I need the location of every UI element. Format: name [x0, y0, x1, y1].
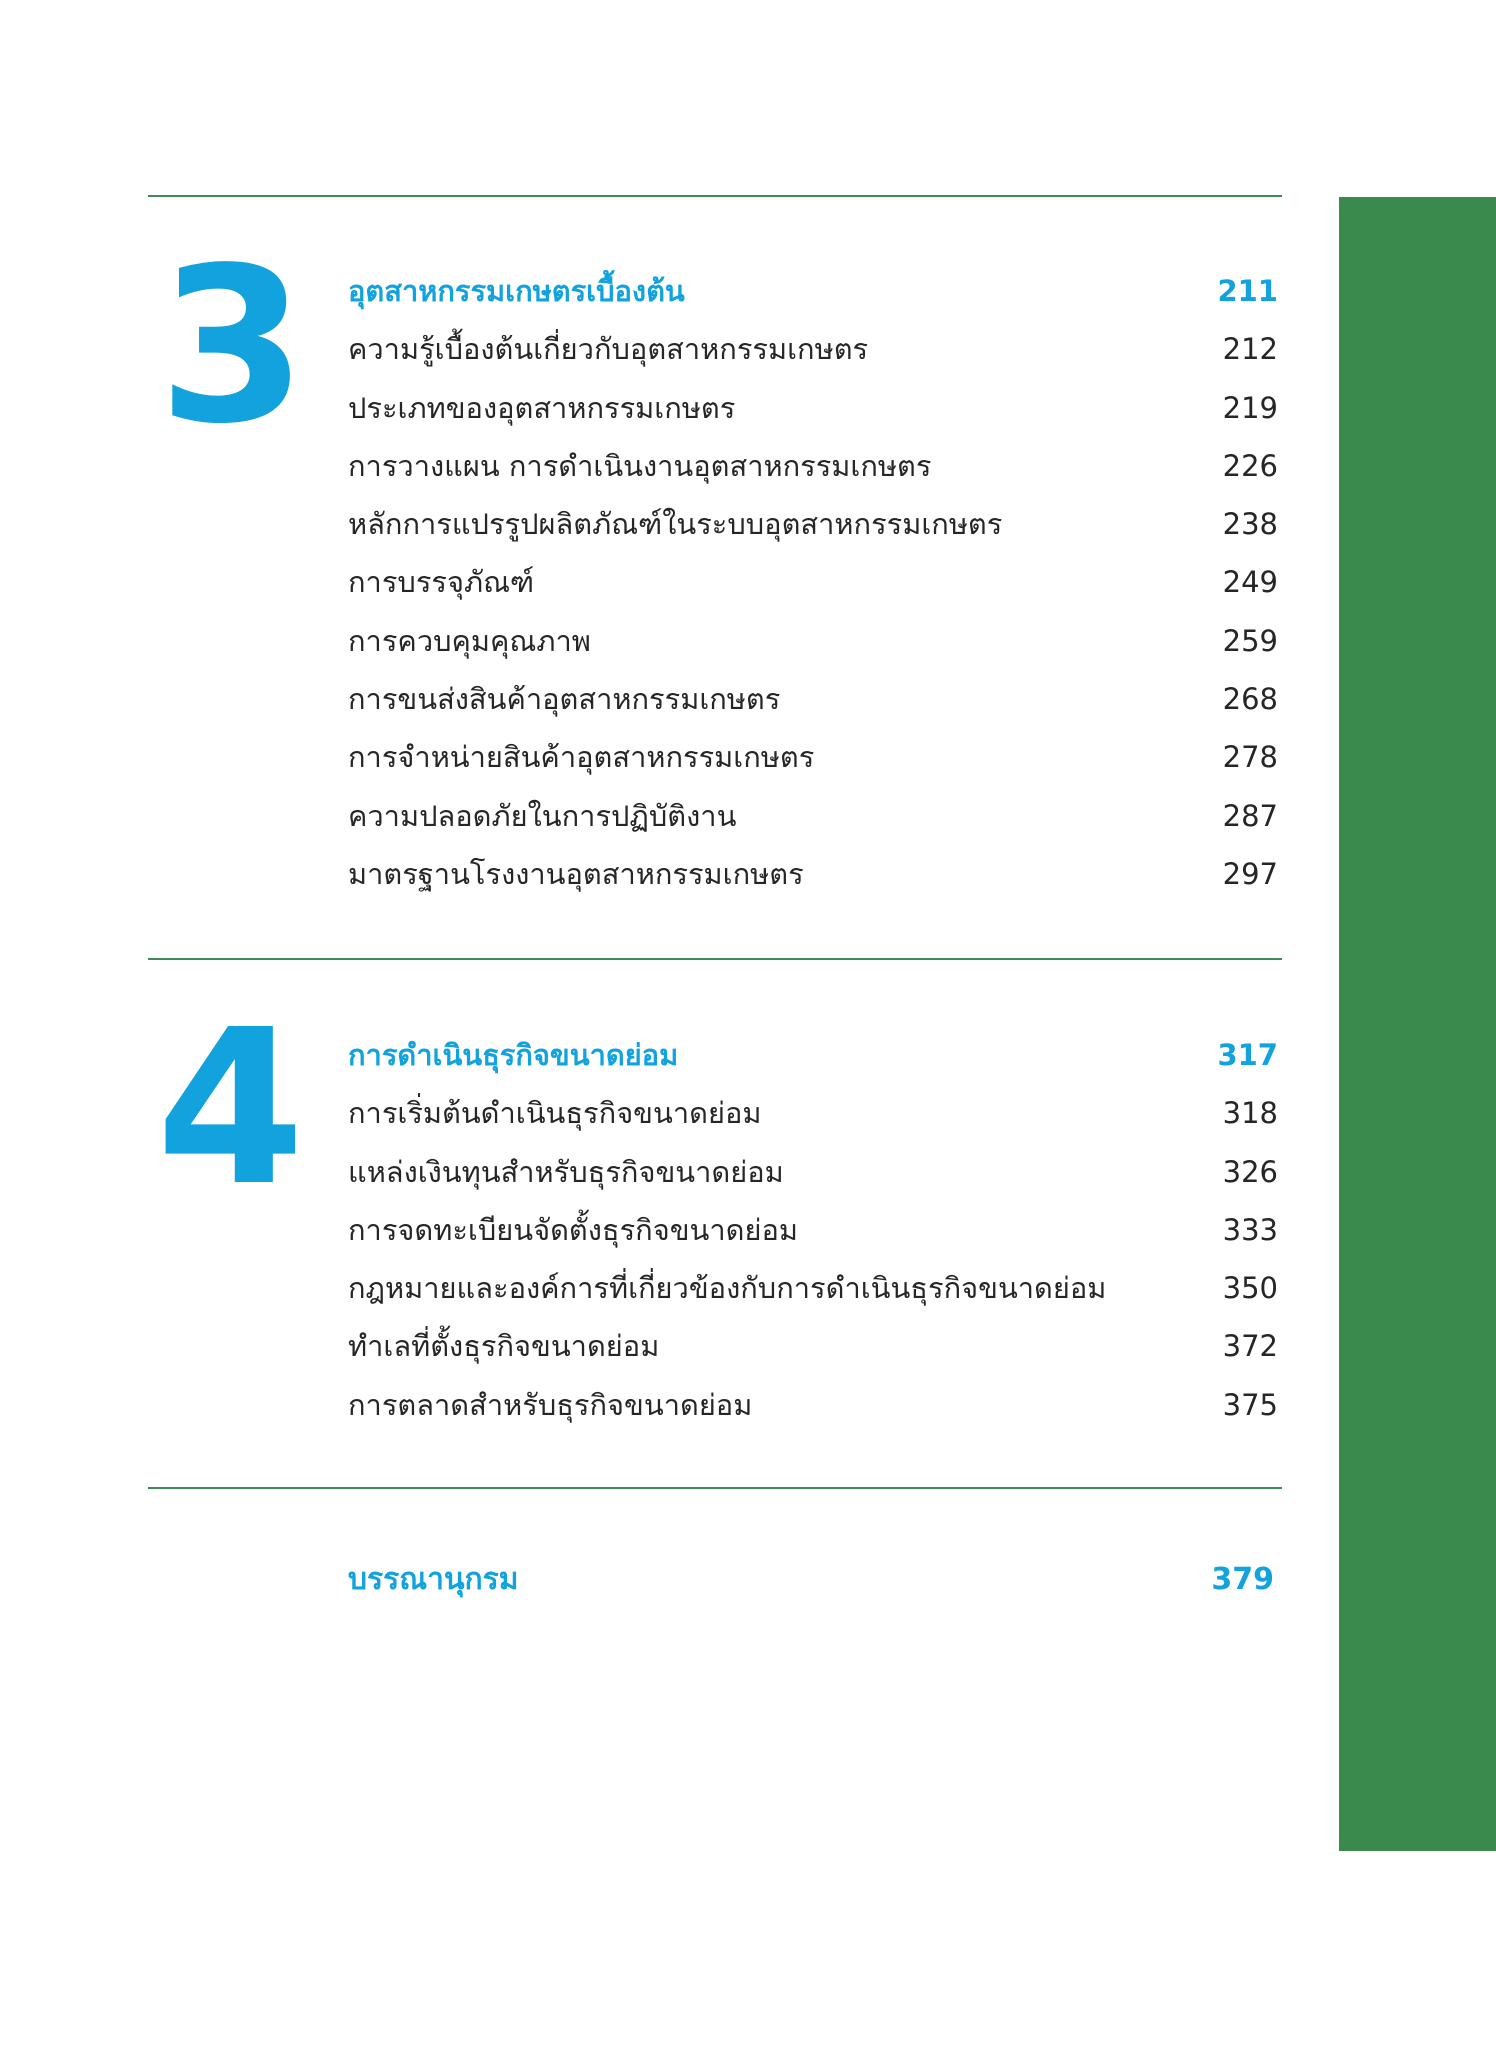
bibliography-entry[interactable]: [348, 1551, 1274, 1609]
toc-entry[interactable]: [348, 437, 1278, 495]
chapter-4-heading[interactable]: [348, 1026, 1278, 1084]
chapter-3-heading-page: 211: [1217, 274, 1278, 308]
toc-entry-page: 249: [1222, 565, 1278, 600]
toc-entry-title: ความรู้เบื้องต้นเกี่ยวกับอุตสาหกรรมเกษตร: [348, 332, 869, 367]
toc-entry-title: การขนส่งสินค้าอุตสาหกรรมเกษตร: [348, 682, 781, 717]
bibliography-title: บรรณานุกรม: [348, 1562, 519, 1597]
toc-entry-page: 350: [1222, 1271, 1278, 1306]
toc-entry-title: การวางแผน การดำเนินงานอุตสาหกรรมเกษตร: [348, 448, 932, 483]
chapter-3-toc: [348, 262, 1278, 903]
toc-entry-page: 268: [1222, 682, 1278, 717]
toc-entry[interactable]: [348, 1084, 1278, 1142]
toc-entry-title: ทำเลที่ตั้งธุรกิจขนาดย่อม: [348, 1329, 660, 1364]
chapter-4-heading-title: การดำเนินธุรกิจขนาดย่อม: [348, 1038, 679, 1072]
toc-entry[interactable]: [348, 1376, 1278, 1434]
toc-entry-page: 278: [1222, 740, 1278, 775]
toc-entry-title: ประเภทของอุตสาหกรรมเกษตร: [348, 390, 736, 425]
toc-entry-title: การตลาดสำหรับธุรกิจขนาดย่อม: [348, 1387, 753, 1422]
bibliography-page: 379: [1211, 1562, 1274, 1597]
toc-entry[interactable]: [348, 1317, 1278, 1375]
toc-entry[interactable]: [348, 1259, 1278, 1317]
toc-entry-title: ความปลอดภัยในการปฏิบัติงาน: [348, 798, 737, 833]
chapter-4-heading-page: 317: [1217, 1038, 1278, 1072]
toc-entry-page: 297: [1222, 856, 1278, 891]
divider-middle: [148, 958, 1282, 960]
toc-entry-title: การเริ่มต้นดำเนินธุรกิจขนาดย่อม: [348, 1096, 762, 1131]
toc-entry-title: มาตรฐานโรงงานอุตสาหกรรมเกษตร: [348, 856, 804, 891]
chapter-4-toc: [348, 1026, 1278, 1434]
toc-entry-page: 333: [1222, 1212, 1278, 1247]
chapter-3-heading[interactable]: [348, 262, 1278, 320]
toc-entry-title: กฎหมายและองค์การที่เกี่ยวข้องกับการดำเนินธุรกิจขนาดย่อม: [348, 1271, 1107, 1306]
divider-top: [148, 195, 1282, 197]
divider-bottom: [148, 1487, 1282, 1489]
toc-entry-title: การจำหน่ายสินค้าอุตสาหกรรมเกษตร: [348, 740, 815, 775]
toc-entry-page: 318: [1222, 1096, 1278, 1131]
toc-entry[interactable]: [348, 670, 1278, 728]
toc-entry-title: การบรรจุภัณฑ์: [348, 565, 535, 600]
toc-entry-page: 287: [1222, 798, 1278, 833]
toc-entry-title: การควบคุมคุณภาพ: [348, 623, 591, 658]
toc-entry[interactable]: [348, 1143, 1278, 1201]
toc-entry-page: 372: [1222, 1329, 1278, 1364]
toc-entry-page: 219: [1222, 390, 1278, 425]
green-side-tab: [1339, 197, 1496, 1851]
chapter-3-number: 3: [158, 222, 303, 471]
chapter-3-heading-title: อุตสาหกรรมเกษตรเบื้องต้น: [348, 274, 685, 308]
toc-entry[interactable]: [348, 787, 1278, 845]
toc-entry-page: 326: [1222, 1154, 1278, 1189]
toc-entry-title: แหล่งเงินทุนสำหรับธุรกิจขนาดย่อม: [348, 1154, 784, 1189]
toc-entry-page: 375: [1222, 1387, 1278, 1422]
toc-entry-title: การจดทะเบียนจัดตั้งธุรกิจขนาดย่อม: [348, 1212, 799, 1247]
toc-entry[interactable]: [348, 320, 1278, 378]
toc-entry[interactable]: [348, 379, 1278, 437]
toc-entry[interactable]: [348, 1201, 1278, 1259]
toc-entry[interactable]: [348, 845, 1278, 903]
toc-entry-page: 259: [1222, 623, 1278, 658]
toc-entry[interactable]: [348, 495, 1278, 553]
toc-entry[interactable]: [348, 728, 1278, 786]
chapter-4-number: 4: [156, 984, 301, 1233]
toc-entry-page: 212: [1222, 332, 1278, 367]
toc-entry-title: หลักการแปรรูปผลิตภัณฑ์ในระบบอุตสาหกรรมเกษตร: [348, 507, 1003, 542]
toc-entry-page: 226: [1222, 448, 1278, 483]
toc-entry[interactable]: [348, 612, 1278, 670]
toc-entry[interactable]: [348, 553, 1278, 611]
toc-entry-page: 238: [1222, 507, 1278, 542]
